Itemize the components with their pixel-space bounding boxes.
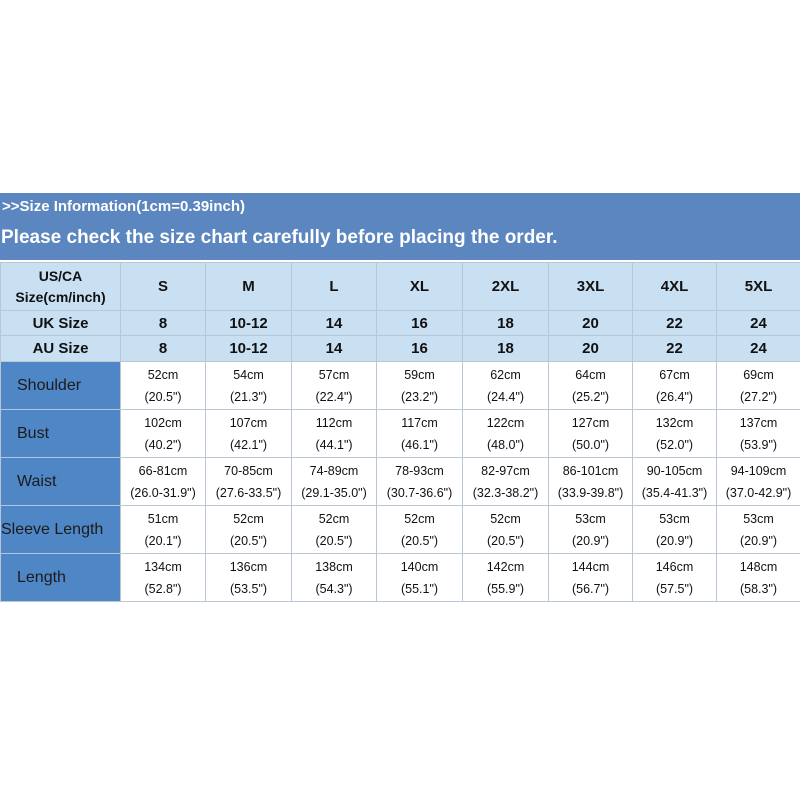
size-header: 3XL [549,263,633,311]
au-size-cell: 20 [549,336,633,362]
size-header: 2XL [463,263,549,311]
measurement-cell: 107cm (42.1") [206,410,292,458]
measurement-cell: 53cm (20.9") [717,506,800,554]
measurement-cell: 136cm (53.5") [206,554,292,602]
size-info-banner [0,193,800,260]
au-size-cell: 14 [292,336,377,362]
measurement-cell: 69cm (27.2") [717,362,800,410]
size-header: 4XL [633,263,717,311]
measurement-cell: 52cm (20.5") [377,506,463,554]
measurement-cell: 117cm (46.1") [377,410,463,458]
uk-size-row [1,311,800,336]
measurement-cell: 122cm (48.0") [463,410,549,458]
size-header: S [121,263,206,311]
uk-size-cell: 22 [633,311,717,336]
uk-size-cell: 20 [549,311,633,336]
measurement-cell: 53cm (20.9") [633,506,717,554]
measurement-cell: 82-97cm (32.3-38.2") [463,458,549,506]
measurement-cell: 140cm (55.1") [377,554,463,602]
sleeve-length-label: Sleeve Length [1,506,121,554]
measurement-cell: 148cm (58.3") [717,554,800,602]
uk-size-cell: 10-12 [206,311,292,336]
measurement-cell: 146cm (57.5") [633,554,717,602]
size-header: XL [377,263,463,311]
au-size-label: AU Size [1,336,121,362]
measurement-cell: 94-109cm (37.0-42.9") [717,458,800,506]
measurement-cell: 138cm (54.3") [292,554,377,602]
measurement-cell: 74-89cm (29.1-35.0") [292,458,377,506]
size-header: M [206,263,292,311]
measurement-cell: 64cm (25.2") [549,362,633,410]
au-size-row [1,336,800,362]
measurement-cell: 59cm (23.2") [377,362,463,410]
measurement-cell: 53cm (20.9") [549,506,633,554]
size-header: L [292,263,377,311]
measurement-cell: 90-105cm (35.4-41.3") [633,458,717,506]
measurement-row-shoulder [1,362,800,410]
shoulder-label: Shoulder [1,362,121,410]
measurement-row-length [1,554,800,602]
measurement-cell: 67cm (26.4") [633,362,717,410]
au-size-cell: 18 [463,336,549,362]
measurement-cell: 66-81cm (26.0-31.9") [121,458,206,506]
uk-size-cell: 14 [292,311,377,336]
measurement-cell: 132cm (52.0") [633,410,717,458]
waist-label: Waist [1,458,121,506]
au-size-cell: 16 [377,336,463,362]
uk-size-cell: 18 [463,311,549,336]
size-chart-table [0,262,800,602]
measurement-row-sleeve-length [1,506,800,554]
us-size-row [1,263,800,311]
measurement-row-bust [1,410,800,458]
uk-size-label: UK Size [1,311,121,336]
measurement-cell: 127cm (50.0") [549,410,633,458]
au-size-cell: 8 [121,336,206,362]
au-size-cell: 10-12 [206,336,292,362]
uk-size-cell: 24 [717,311,800,336]
measurement-row-waist [1,458,800,506]
uk-size-cell: 8 [121,311,206,336]
size-corner-label [1,263,121,311]
measurement-cell: 52cm (20.5") [292,506,377,554]
uk-size-cell: 16 [377,311,463,336]
au-size-cell: 24 [717,336,800,362]
measurement-cell: 102cm (40.2") [121,410,206,458]
measurement-cell: 144cm (56.7") [549,554,633,602]
measurement-cell: 52cm (20.5") [206,506,292,554]
measurement-cell: 54cm (21.3") [206,362,292,410]
measurement-cell: 86-101cm (33.9-39.8") [549,458,633,506]
measurement-cell: 142cm (55.9") [463,554,549,602]
measurement-cell: 51cm (20.1") [121,506,206,554]
measurement-cell: 62cm (24.4") [463,362,549,410]
au-size-cell: 22 [633,336,717,362]
size-info-heading: >>Size Information(1cm=0.39inch) [2,198,245,215]
measurement-cell: 78-93cm (30.7-36.6") [377,458,463,506]
size-header: 5XL [717,263,800,311]
length-label: Length [1,554,121,602]
size-unit-label: Size(cm/inch) [15,288,106,305]
bust-label: Bust [1,410,121,458]
measurement-cell: 52cm (20.5") [121,362,206,410]
size-check-notice: Please check the size chart carefully before placing the order. [1,227,558,248]
measurement-cell: 137cm (53.9") [717,410,800,458]
measurement-cell: 112cm (44.1") [292,410,377,458]
measurement-cell: 57cm (22.4") [292,362,377,410]
us-ca-label: US/CA [38,267,83,284]
measurement-cell: 70-85cm (27.6-33.5") [206,458,292,506]
measurement-cell: 52cm (20.5") [463,506,549,554]
measurement-cell: 134cm (52.8") [121,554,206,602]
